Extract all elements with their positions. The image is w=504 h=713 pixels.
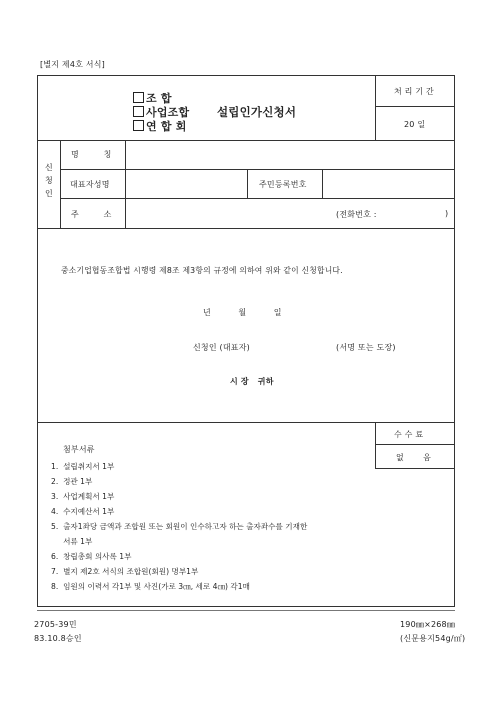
applicant-side-label: 신 청 인	[45, 163, 53, 198]
checkbox-icon	[133, 120, 144, 131]
processing-period-value: 20 일	[404, 120, 426, 129]
footer-approval: 83.10.8승인	[34, 634, 82, 643]
resident-no-label: 주민등록번호	[259, 180, 307, 189]
option-union[interactable]: 조 합	[133, 90, 172, 106]
list-item: 7. 별지 제2호 서식의 조합원(회원) 명부1부	[51, 567, 199, 576]
date-line: 년 월 일	[203, 308, 282, 317]
checkbox-icon	[133, 92, 144, 103]
list-item: 3. 사업계획서 1부	[51, 492, 115, 501]
list-item: 5. 출자1좌당 금액과 조합원 또는 회원이 인수하고자 하는 출자좌수를 기재한	[51, 522, 308, 531]
list-item: 1. 설립취지서 1부	[51, 462, 115, 471]
option-federation[interactable]: 연 합 회	[133, 118, 187, 134]
fee-value: 없 음	[396, 453, 432, 462]
checkbox-icon	[133, 106, 144, 117]
list-item: 8. 임원의 이력서 각1부 및 사진(가로 3㎝, 세로 4㎝) 각1매	[51, 582, 250, 591]
footer-size: 190㎜×268㎜	[400, 620, 456, 629]
address-label: 주 소	[71, 210, 112, 219]
form-title: 설립인가신청서	[217, 105, 297, 119]
list-item: 2. 정관 1부	[51, 477, 93, 486]
list-item: 4. 수지예산서 1부	[51, 507, 115, 516]
phone-close: )	[445, 209, 449, 218]
fee-label: 수 수 료	[394, 430, 424, 439]
statement-text: 중소기업협동조합법 시행령 제8조 제3항의 규정에 의하여 위와 같이 신청합니다.	[61, 266, 343, 275]
form-label: [별지 제4호 서식]	[40, 60, 105, 69]
applicant-line: 신청인 (대표자)	[193, 343, 250, 352]
footer-code: 2705-39민	[34, 620, 77, 629]
attachments-title: 첨부서류	[63, 445, 95, 454]
list-item: 6. 창립총회 의사록 1부	[51, 552, 132, 561]
footer-paper: (신문용지54g/㎡)	[400, 634, 466, 643]
representative-label: 대표자성명	[70, 180, 110, 189]
signature-line: (서명 또는 도장)	[336, 343, 396, 352]
processing-period-label: 처 리 기 간	[394, 87, 434, 96]
phone-label: (전화번호 :	[336, 210, 377, 219]
list-item: 서류 1부	[51, 537, 93, 546]
option-business-union[interactable]: 사업조합	[133, 104, 189, 120]
name-label: 명 칭	[71, 150, 112, 159]
addressee: 시 장 귀하	[230, 377, 274, 386]
